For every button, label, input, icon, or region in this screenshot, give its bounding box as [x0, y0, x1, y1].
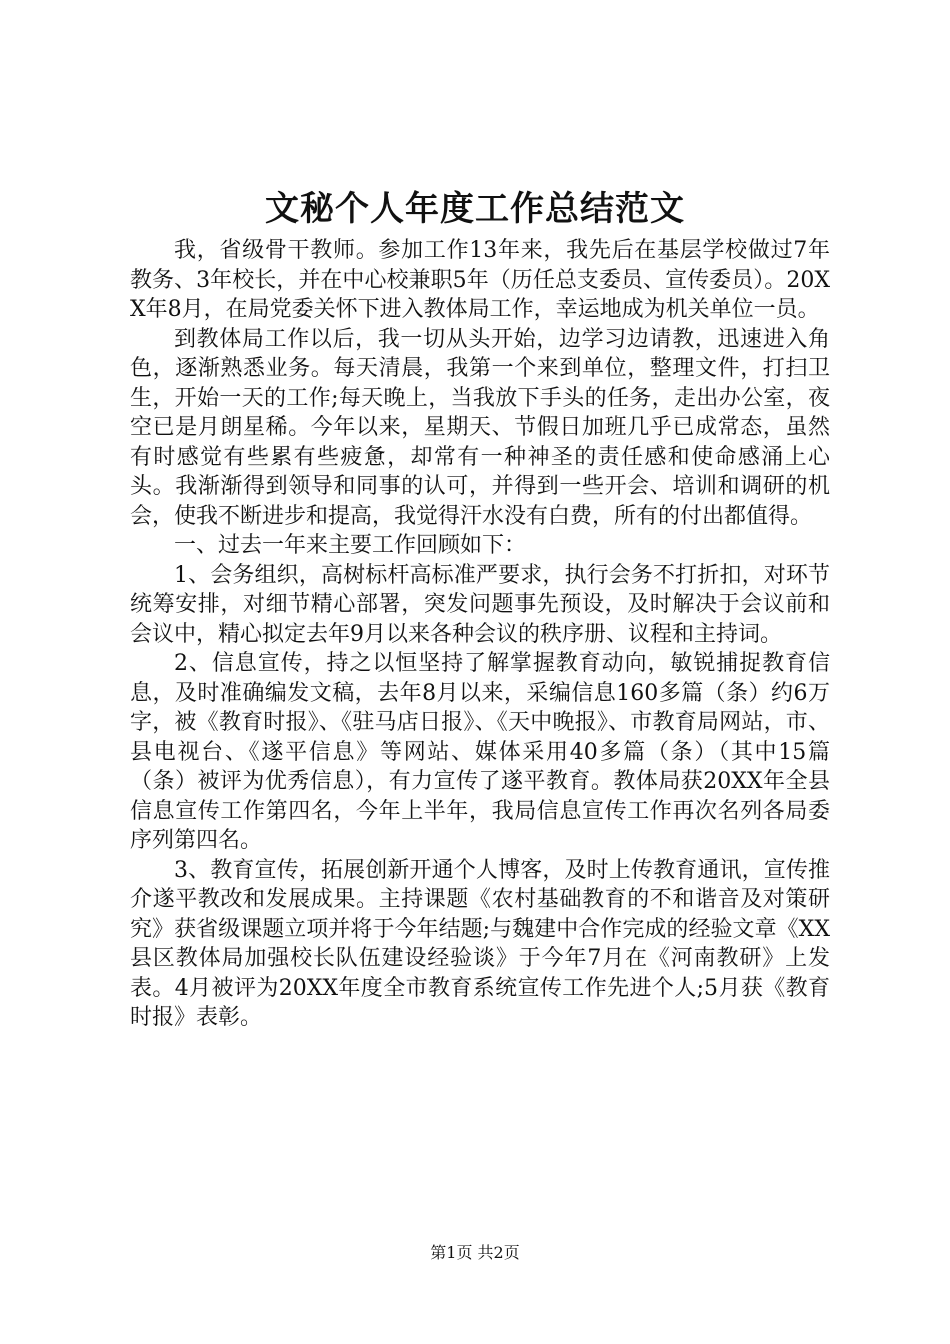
section-heading: 一、过去一年来主要工作回顾如下：: [174, 533, 527, 558]
paragraph-item-1: 1、会务组织，高树标杆高标准严要求，执行会务不打折扣，对环节统筹安排，对细节精心部署，突发问题事先预设，及时解决于会议前和会议中，精心拟定去年9月以来各种会议的秩序册、议程和主持词。: [130, 562, 830, 647]
page-footer: 第1页 共2页: [430, 1243, 520, 1262]
paragraph-item-3: 3、教育宣传，拓展创新开通个人博客，及时上传教育通讯，宣传推介遂平教改和发展成果。主持课题《农村基础教育的不和谐音及对策研究》获省级课题立项并将于今年结题;与魏建中合作完成的经验文章《XX县区教体局加强校长队伍建设经验谈》于今年7月在《河南教研》上发表。4月被评为20XX年度全市教育系统宣传工作先进个人;5月获《教育时报》表彰。: [130, 857, 830, 1030]
paragraph-item-2: 2、信息宣传，持之以恒坚持了解掌握教育动向，敏锐捕捉教育信息，及时准确编发文稿，去年8月以来，采编信息160多篇（条）约6万字，被《教育时报》、《驻马店日报》、《天中晚报》、市教育局网站，市、县电视台、《遂平信息》等网站、媒体采用40多篇（条）（其中15篇（条）被评为优秀信息），有力宣传了遂平教育。教体局获20XX年全县信息宣传工作第四名，今年上半年，我局信息宣传工作再次名列各局委序列第四名。: [130, 651, 830, 853]
document-body: [130, 236, 830, 1033]
document-title: 文秘个人年度工作总结范文: [265, 189, 685, 229]
paragraph-intro: 我，省级骨干教师。参加工作13年来，我先后在基层学校做过7年教务、3年校长，并在中心校兼职5年（历任总支委员、宣传委员）。20XX年8月，在局党委关怀下进入教体局工作，幸运地成为机关单位一员。: [130, 238, 830, 322]
paragraph-work-attitude: 到教体局工作以后，我一切从头开始，边学习边请教，迅速进入角色，逐渐熟悉业务。每天清晨，我第一个来到单位，整理文件，打扫卫生，开始一天的工作;每天晚上，当我放下手头的任务，走出办公室，夜空已是月朗星稀。今年以来，星期天、节假日加班几乎已成常态，虽然有时感觉有些累有些疲惫，却常有一种神圣的责任感和使命感涌上心头。我渐渐得到领导和同事的认可，并得到一些开会、培训和调研的机会，使我不断进步和提高，我觉得汗水没有白费，所有的付出都值得。: [130, 326, 830, 529]
